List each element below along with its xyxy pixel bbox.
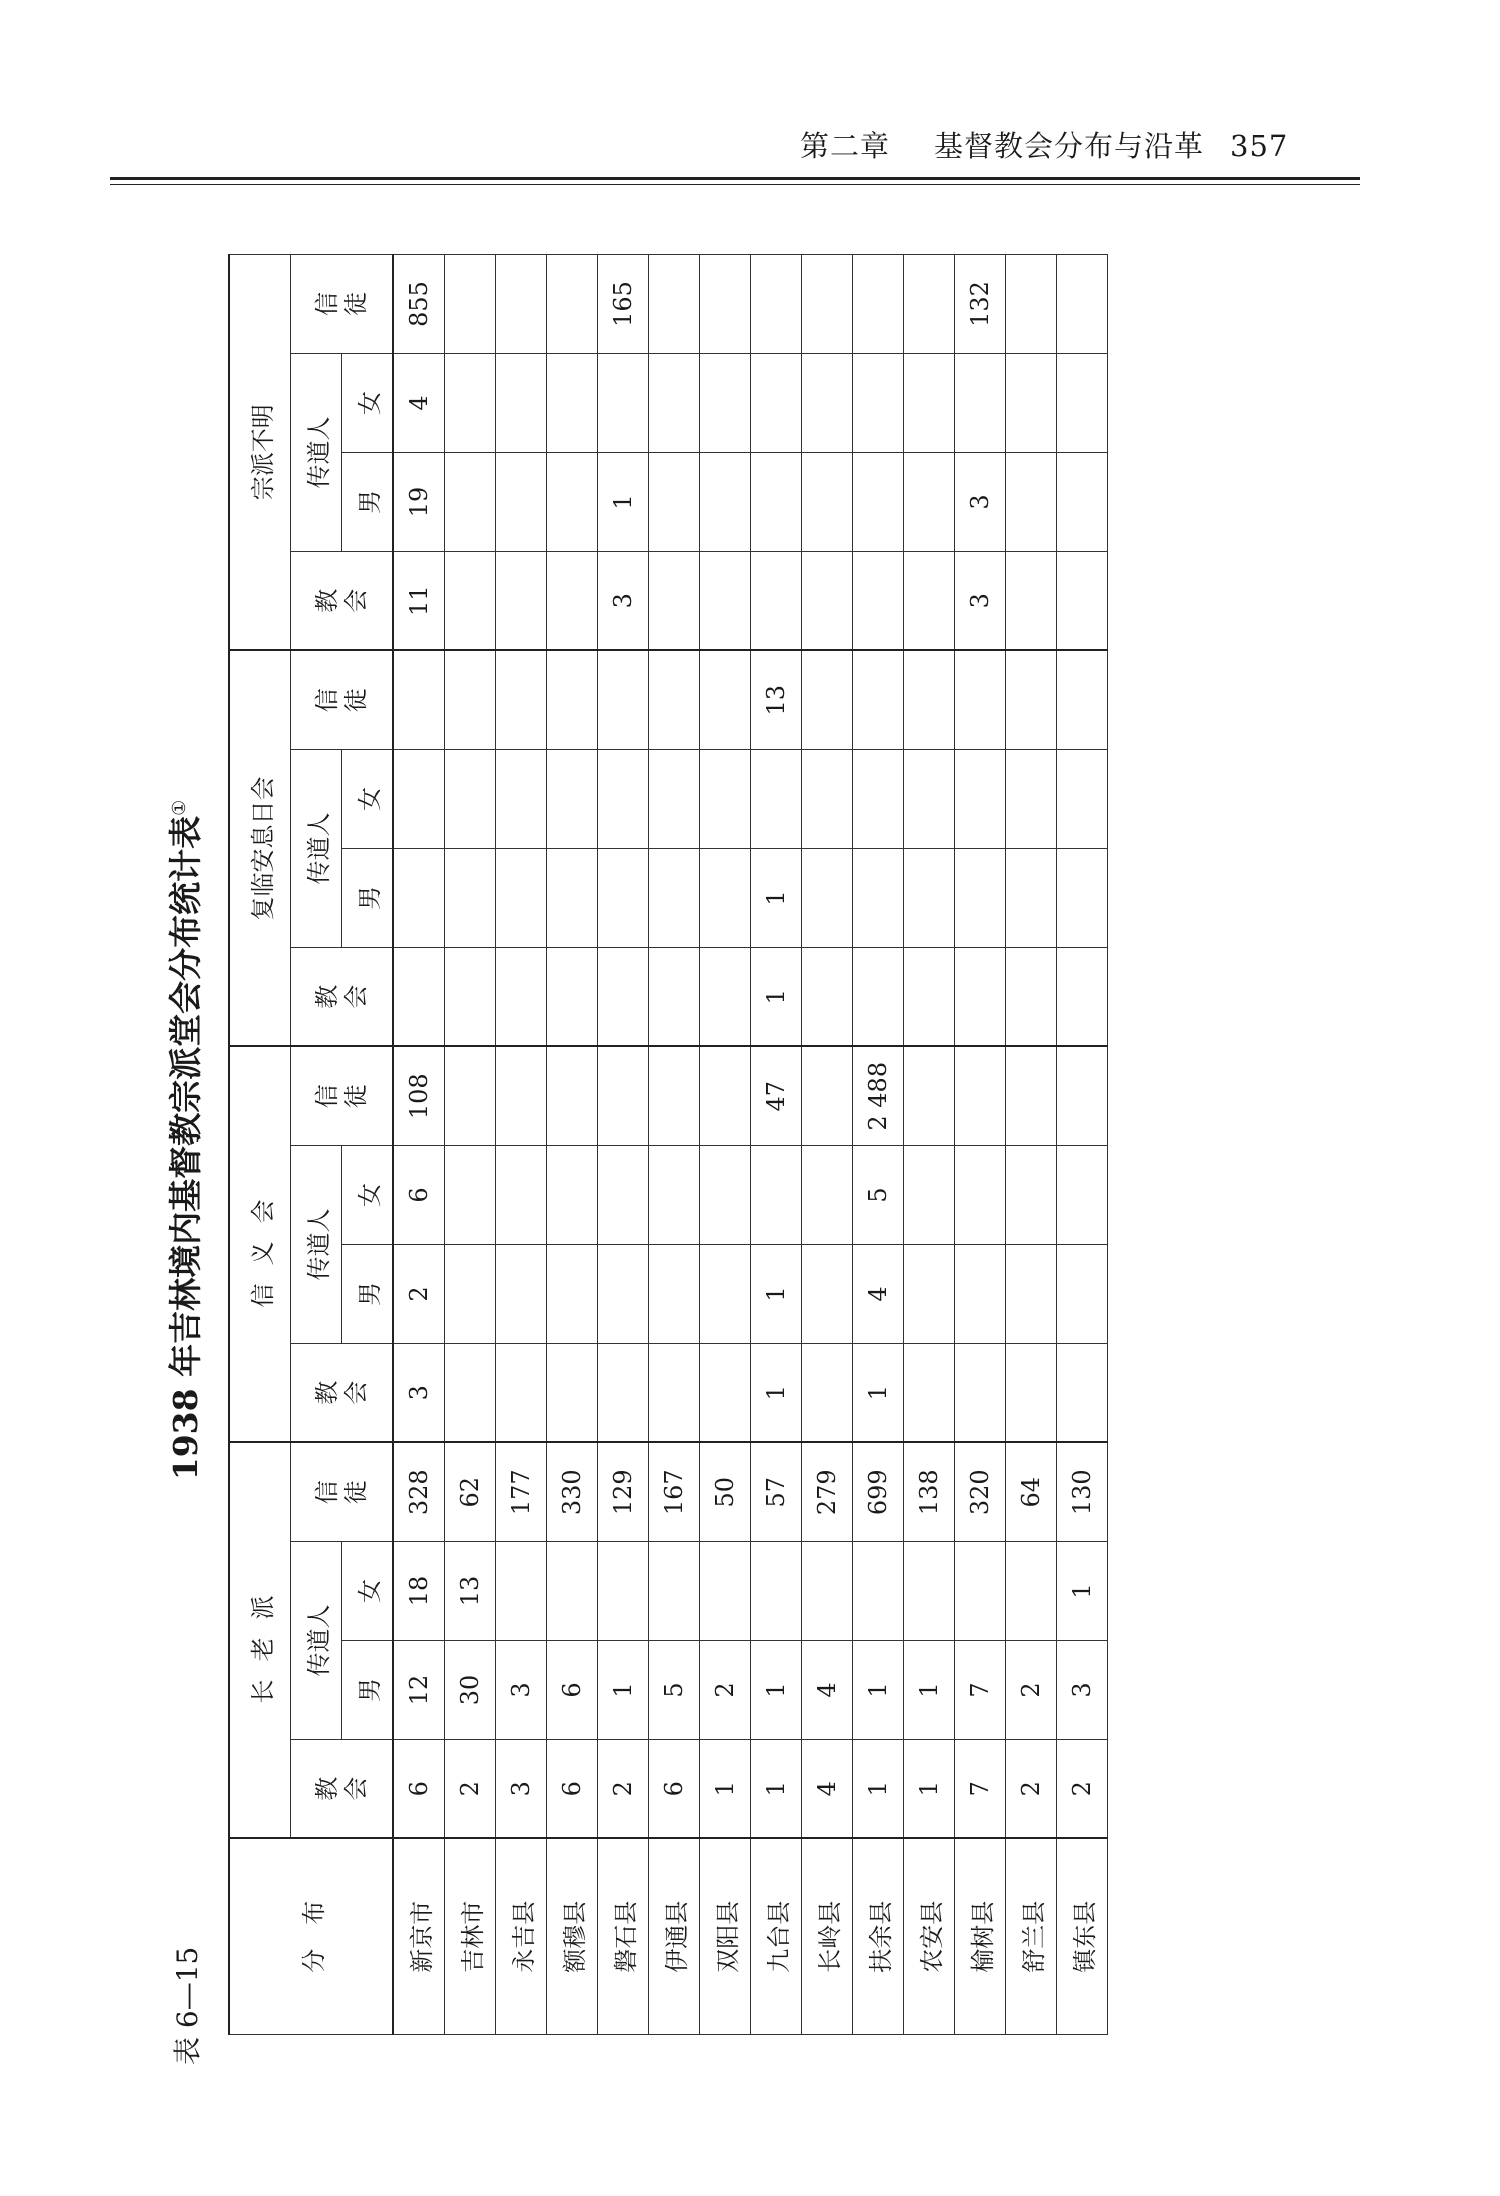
value-cell [598,1344,649,1443]
page-number: 357 [1230,129,1289,163]
value-cell [904,453,955,552]
value-cell [904,255,955,354]
value-cell [802,354,853,453]
value-cell [393,651,445,750]
value-cell [496,255,547,354]
value-cell [955,1542,1006,1641]
value-cell [904,1047,955,1146]
value-cell: 1 [598,453,649,552]
value-cell: 7 [955,1641,1006,1740]
value-cell: 57 [751,1443,802,1542]
value-cell: 4 [853,1245,904,1344]
value-cell [1057,255,1108,354]
header-rule-thin [110,184,1360,185]
value-cell [955,1245,1006,1344]
value-cell [853,849,904,948]
value-cell [1006,552,1057,651]
value-cell [496,1245,547,1344]
value-cell [700,1245,751,1344]
value-cell [445,552,496,651]
value-cell [598,1047,649,1146]
header-rule-thick [110,177,1360,180]
value-cell: 165 [598,255,649,354]
header-preacher: 传道人 [291,1542,342,1740]
value-cell: 4 [802,1740,853,1839]
region-cell: 新京市 [393,1839,445,2035]
header-church: 教 会 [291,552,394,651]
value-cell [445,1344,496,1443]
value-cell [1006,948,1057,1047]
value-cell [802,453,853,552]
value-cell [496,1542,547,1641]
value-cell [496,849,547,948]
value-cell [853,453,904,552]
value-cell [598,1146,649,1245]
value-cell [547,750,598,849]
value-cell [547,948,598,1047]
value-cell: 2 488 [853,1047,904,1146]
value-cell: 320 [955,1443,1006,1542]
value-cell: 855 [393,255,445,354]
region-cell: 磐石县 [598,1839,649,2035]
value-cell [700,1344,751,1443]
region-cell: 榆树县 [955,1839,1006,2035]
value-cell [700,651,751,750]
table-row [904,255,955,2035]
value-cell [904,1344,955,1443]
rotated-table-block [160,215,1360,2065]
header-female: 女 [342,1146,394,1245]
header-group-adventist: 复临安息日会 [229,651,291,1047]
value-cell [700,948,751,1047]
value-cell [445,948,496,1047]
running-head [800,124,1288,165]
header-preacher: 传道人 [291,750,342,948]
value-cell [598,354,649,453]
header-believer: 信 徒 [291,1047,394,1146]
value-cell [393,849,445,948]
value-cell [955,354,1006,453]
value-cell [1006,651,1057,750]
value-cell: 1 [700,1740,751,1839]
value-cell [853,255,904,354]
value-cell [598,948,649,1047]
value-cell [955,651,1006,750]
value-cell: 1 [904,1740,955,1839]
value-cell [445,849,496,948]
region-cell: 农安县 [904,1839,955,2035]
value-cell: 6 [547,1641,598,1740]
value-cell: 19 [393,453,445,552]
value-cell: 6 [649,1740,700,1839]
value-cell [802,1146,853,1245]
value-cell: 1 [751,1740,802,1839]
value-cell: 1 [904,1641,955,1740]
value-cell [496,750,547,849]
value-cell [547,354,598,453]
table-title-text: 1938 年吉林境内基督教宗派堂会分布统计表 [166,815,205,1481]
value-cell [802,651,853,750]
value-cell [649,453,700,552]
table-row [496,255,547,2035]
value-cell [955,1047,1006,1146]
value-cell [853,651,904,750]
value-cell [700,453,751,552]
header-believer: 信 徒 [291,1443,394,1542]
value-cell [853,1542,904,1641]
value-cell [496,948,547,1047]
value-cell: 4 [393,354,445,453]
value-cell [1057,1344,1108,1443]
value-cell [649,354,700,453]
value-cell [496,651,547,750]
value-cell [445,651,496,750]
table-row [751,255,802,2035]
value-cell [598,651,649,750]
table-row [1057,255,1108,2035]
value-cell [649,1047,700,1146]
value-cell [547,552,598,651]
value-cell [955,750,1006,849]
value-cell: 3 [496,1641,547,1740]
value-cell [955,1344,1006,1443]
header-female: 女 [342,750,394,849]
value-cell [700,1146,751,1245]
value-cell: 2 [1006,1740,1057,1839]
header-church: 教 会 [291,1740,394,1839]
table-title [160,215,207,2065]
value-cell [802,1542,853,1641]
value-cell: 11 [393,552,445,651]
value-cell: 30 [445,1641,496,1740]
value-cell [1057,849,1108,948]
value-cell [649,849,700,948]
region-cell: 永吉县 [496,1839,547,2035]
value-cell [598,750,649,849]
value-cell [904,1146,955,1245]
value-cell [393,750,445,849]
value-cell: 50 [700,1443,751,1542]
value-cell [700,552,751,651]
value-cell [904,750,955,849]
value-cell [700,1047,751,1146]
value-cell: 3 [955,552,1006,651]
value-cell [802,552,853,651]
value-cell: 2 [1057,1740,1108,1839]
chapter-label: 第二章 [800,129,891,163]
region-cell: 伊通县 [649,1839,700,2035]
value-cell [853,750,904,849]
value-cell [1006,1542,1057,1641]
value-cell [1006,1047,1057,1146]
value-cell: 3 [393,1344,445,1443]
value-cell: 1 [853,1740,904,1839]
table-row [393,255,445,2035]
value-cell: 2 [1006,1641,1057,1740]
value-cell: 13 [445,1542,496,1641]
value-cell [904,651,955,750]
region-cell: 吉林市 [445,1839,496,2035]
value-cell: 18 [393,1542,445,1641]
value-cell: 3 [496,1740,547,1839]
header-church: 教 会 [291,948,394,1047]
value-cell [598,849,649,948]
table-row [598,255,649,2035]
value-cell [904,1245,955,1344]
value-cell [547,255,598,354]
header-believer: 信 徒 [291,255,394,354]
value-cell [1006,1146,1057,1245]
value-cell: 2 [700,1641,751,1740]
value-cell: 6 [393,1740,445,1839]
header-female: 女 [342,1542,394,1641]
value-cell [853,354,904,453]
value-cell: 108 [393,1047,445,1146]
value-cell [445,1047,496,1146]
value-cell [496,453,547,552]
table-row [700,255,751,2035]
region-cell: 镇东县 [1057,1839,1108,2035]
value-cell [853,948,904,1047]
value-cell [496,552,547,651]
value-cell [1057,354,1108,453]
region-cell: 舒兰县 [1006,1839,1057,2035]
value-cell [751,1542,802,1641]
value-cell [955,1146,1006,1245]
value-cell [904,948,955,1047]
value-cell [802,750,853,849]
value-cell: 12 [393,1641,445,1740]
value-cell [445,354,496,453]
value-cell: 47 [751,1047,802,1146]
table-row [445,255,496,2035]
value-cell: 6 [393,1146,445,1245]
value-cell [547,1245,598,1344]
table-row [802,255,853,2035]
value-cell: 699 [853,1443,904,1542]
value-cell: 2 [393,1245,445,1344]
value-cell [649,1146,700,1245]
value-cell [1057,1245,1108,1344]
value-cell [1006,1245,1057,1344]
value-cell [1057,552,1108,651]
value-cell [1057,651,1108,750]
value-cell [547,1146,598,1245]
value-cell [445,453,496,552]
value-cell [649,651,700,750]
header-group-presbyterian: 长老派 [229,1443,291,1839]
header-region: 分 布 [229,1839,393,2035]
value-cell: 330 [547,1443,598,1542]
value-cell [1006,453,1057,552]
header-male: 男 [342,1641,394,1740]
value-cell [547,849,598,948]
value-cell [649,255,700,354]
value-cell [547,1047,598,1146]
value-cell [649,948,700,1047]
value-cell [853,552,904,651]
value-cell: 5 [853,1146,904,1245]
value-cell: 5 [649,1641,700,1740]
value-cell [393,948,445,1047]
table-row [547,255,598,2035]
table-row [649,255,700,2035]
value-cell [496,1146,547,1245]
value-cell: 2 [598,1740,649,1839]
value-cell [904,1542,955,1641]
value-cell [496,354,547,453]
header-believer: 信 徒 [291,651,394,750]
value-cell [751,255,802,354]
value-cell [445,255,496,354]
value-cell: 7 [955,1740,1006,1839]
value-cell [1057,948,1108,1047]
value-cell: 1 [751,948,802,1047]
value-cell [700,750,751,849]
value-cell [802,1245,853,1344]
value-cell [496,1047,547,1146]
value-cell [1057,453,1108,552]
value-cell [700,1542,751,1641]
value-cell: 279 [802,1443,853,1542]
value-cell: 1 [853,1344,904,1443]
header-male: 男 [342,849,394,948]
value-cell [904,354,955,453]
chapter-title: 基督教会分布与沿革 [934,129,1205,163]
footnote-marker: ① [169,799,190,816]
value-cell [955,948,1006,1047]
value-cell: 6 [547,1740,598,1839]
value-cell [598,1245,649,1344]
value-cell [700,354,751,453]
header-preacher: 传道人 [291,354,342,552]
value-cell [802,1047,853,1146]
value-cell [1006,1344,1057,1443]
value-cell: 1 [751,849,802,948]
region-cell: 额穆县 [547,1839,598,2035]
table-row [853,255,904,2035]
table-row [1006,255,1057,2035]
value-cell: 62 [445,1443,496,1542]
header-male: 男 [342,453,394,552]
value-cell [496,1344,547,1443]
value-cell: 1 [751,1641,802,1740]
value-cell: 130 [1057,1443,1108,1542]
value-cell [904,849,955,948]
value-cell [649,1245,700,1344]
value-cell: 138 [904,1443,955,1542]
value-cell: 177 [496,1443,547,1542]
value-cell [649,1542,700,1641]
value-cell: 328 [393,1443,445,1542]
value-cell [547,651,598,750]
header-preacher: 传道人 [291,1146,342,1344]
value-cell: 2 [445,1740,496,1839]
header-male: 男 [342,1245,394,1344]
value-cell: 64 [1006,1443,1057,1542]
header-church: 教 会 [291,1344,394,1443]
value-cell [904,552,955,651]
region-cell: 长岭县 [802,1839,853,2035]
value-cell: 1 [751,1344,802,1443]
region-cell: 双阳县 [700,1839,751,2035]
value-cell [445,750,496,849]
value-cell [751,750,802,849]
value-cell: 167 [649,1443,700,1542]
region-cell: 九台县 [751,1839,802,2035]
value-cell [955,849,1006,948]
value-cell [649,750,700,849]
value-cell [649,1344,700,1443]
value-cell: 3 [598,552,649,651]
value-cell [751,453,802,552]
value-cell [1006,354,1057,453]
header-group-unknown: 宗派不明 [229,255,291,651]
value-cell [751,354,802,453]
value-cell [802,1344,853,1443]
value-cell [802,849,853,948]
header-female: 女 [342,354,394,453]
value-cell [445,1146,496,1245]
value-cell [445,1245,496,1344]
value-cell [547,453,598,552]
table-label: 表 6—15 [171,1946,204,2065]
value-cell [700,255,751,354]
value-cell: 1 [598,1641,649,1740]
region-cell: 扶余县 [853,1839,904,2035]
value-cell: 132 [955,255,1006,354]
value-cell: 1 [1057,1542,1108,1641]
value-cell [598,1542,649,1641]
value-cell: 13 [751,651,802,750]
value-cell: 3 [1057,1641,1108,1740]
value-cell: 3 [955,453,1006,552]
value-cell: 1 [751,1245,802,1344]
value-cell: 129 [598,1443,649,1542]
value-cell: 4 [802,1641,853,1740]
value-cell [751,552,802,651]
value-cell [1057,1047,1108,1146]
statistics-table [228,254,1108,2035]
value-cell [1006,849,1057,948]
value-cell [700,849,751,948]
value-cell [649,552,700,651]
value-cell: 1 [853,1641,904,1740]
value-cell [802,948,853,1047]
table-row [955,255,1006,2035]
value-cell [547,1344,598,1443]
value-cell [802,255,853,354]
header-group-lutheran: 信义会 [229,1047,291,1443]
value-cell [1006,750,1057,849]
value-cell [1006,255,1057,354]
value-cell [1057,750,1108,849]
value-cell [751,1146,802,1245]
value-cell [547,1542,598,1641]
value-cell [1057,1146,1108,1245]
